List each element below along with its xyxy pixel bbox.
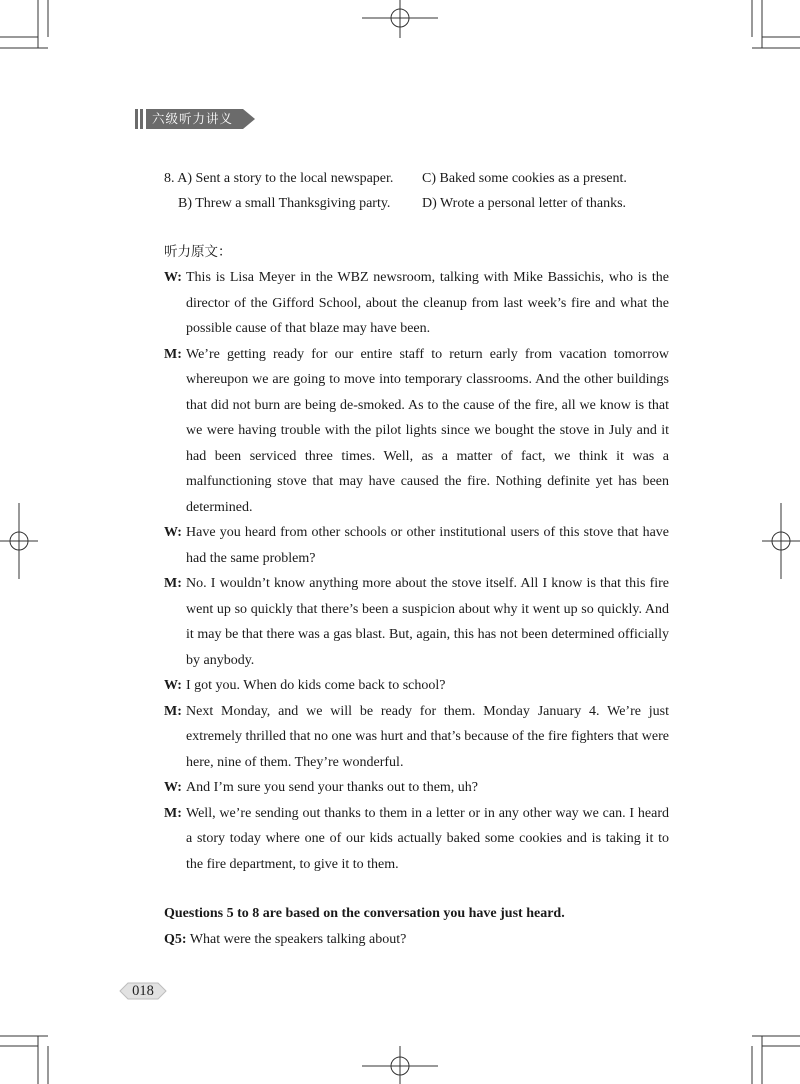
speaker-label: W:	[164, 780, 182, 795]
question-number: 8.	[164, 171, 175, 186]
question-8-option-a	[164, 166, 393, 191]
speaker-label: W:	[164, 525, 182, 540]
question-8-option-b: B) Threw a small Thanksgiving party.	[178, 196, 391, 211]
speaker-label: W:	[164, 270, 182, 285]
dialogue-text: And I’m sure you send your thanks out to them, uh?	[186, 780, 479, 795]
question-8-options-row-1	[164, 166, 669, 191]
speaker-label: M:	[164, 346, 182, 362]
dialogue-text: No. I wouldn’t know anything more about the stove itself. All I know is that this fire went up so quickly that there’s been a suspicion about why it went up so quickly. And it may be that there was a gas blast. But, again, this has not been determined officially by anybody.	[186, 576, 669, 668]
header-bar-decoration	[135, 109, 138, 129]
question-8-options-row-2	[164, 191, 669, 216]
speaker-label: M:	[164, 805, 182, 821]
questions-heading: Questions 5 to 8 are based on the conversation you have just heard.	[164, 906, 565, 921]
option-a-text: A) Sent a story to the local newspaper.	[177, 171, 394, 186]
question-8-option-d: D) Wrote a personal letter of thanks.	[422, 196, 627, 211]
page-number-text: 018	[132, 983, 154, 999]
question-5-label: Q5:	[164, 931, 187, 947]
transcript-label: 听力原文：	[164, 244, 232, 260]
dialogue-text: We’re getting ready for our entire staff to return early from vacation tomorrow whereupon we are going to move into temporary classrooms. And the other buildings that did not burn are being de-smoked. As to the cause of the fire, all we know is that we were having trouble with the pilot lights since we bought the stove in July and it had been serviced three times. Well, as a matter of fact, we think it was a malfunctioning stove that may have caused the fire. Nothing definite yet has been determined.	[186, 346, 669, 515]
dialogue-turn	[164, 775, 669, 801]
header-arrow-decoration	[243, 109, 255, 129]
dialogue-turn	[164, 520, 669, 571]
question-8-option-c: C) Baked some cookies as a present.	[422, 171, 627, 186]
dialogue-turn	[164, 571, 669, 673]
questions-section	[164, 901, 669, 952]
dialogue-text: Next Monday, and we will be ready for them. Monday January 4. We’re just extremely thrilled that no one was hurt and that’s because of the fire fighters that were here, nine of them. They’re wonderful.	[186, 703, 669, 770]
dialogue-turn	[164, 265, 669, 342]
dialogue-turn	[164, 801, 669, 878]
question-5-text: What were the speakers talking about?	[189, 931, 407, 947]
running-header	[135, 108, 255, 130]
page-number	[118, 978, 168, 1004]
dialogue-text: Have you heard from other schools or other institutional users of this stove that have had the same problem?	[186, 525, 669, 566]
dialogue-turn	[164, 673, 669, 699]
speaker-label: M:	[164, 576, 182, 591]
dialogue-text: I got you. When do kids come back to school?	[186, 678, 446, 693]
page-content	[164, 166, 669, 952]
speaker-label: M:	[164, 703, 182, 719]
dialogue-text: Well, we’re sending out thanks to them in a letter or in any other way we can. I heard a story today where one of our kids actually baked some cookies and is taking it to the fire department, to give it to them.	[186, 805, 669, 872]
header-title: 六级听力讲义	[146, 109, 243, 129]
header-bar-decoration	[140, 109, 143, 129]
question-5	[164, 927, 669, 953]
dialogue-text: This is Lisa Meyer in the WBZ newsroom, talking with Mike Bassichis, who is the director of the Gifford School, about the cleanup from last week’s fire and what the possible cause of that blaze may have been.	[186, 270, 669, 336]
dialogue-turn	[164, 342, 669, 521]
speaker-label: W:	[164, 678, 182, 693]
dialogue-turn	[164, 699, 669, 776]
